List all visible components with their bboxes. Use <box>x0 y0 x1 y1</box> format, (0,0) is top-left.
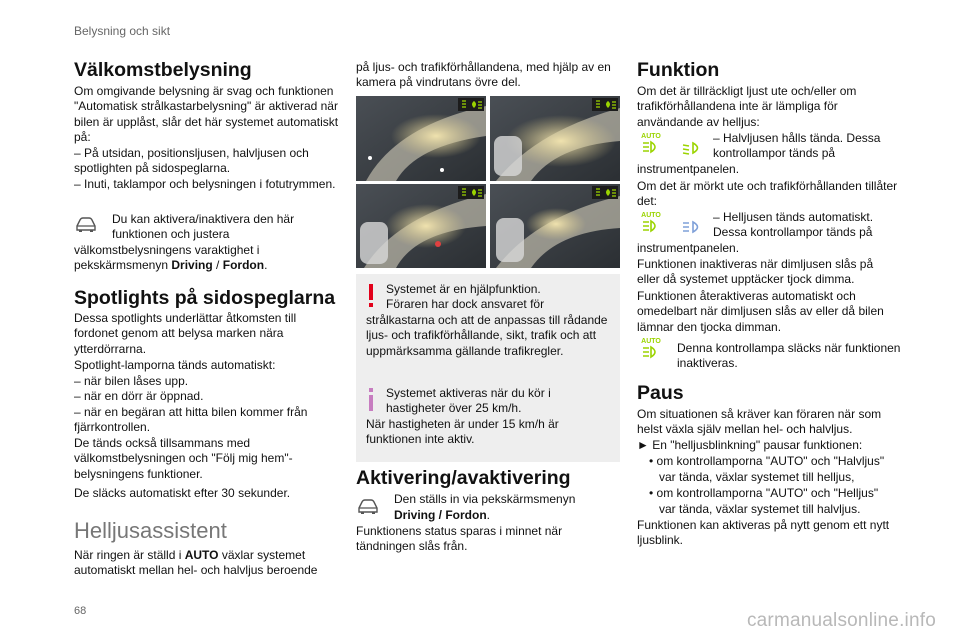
info-line-2: hastigheter över 25 km/h. <box>386 401 522 416</box>
pause-bullet-1b: var tända, växlar systemet till helljus, <box>659 470 855 484</box>
car-settings-icon <box>356 497 380 520</box>
info-line-1: Systemet aktiveras när du kör i <box>386 386 551 400</box>
spot-intro: Dessa spotlights underlättar åtkomsten till fordonet genom att belysa marken nära ytterdörrarna. <box>74 311 297 356</box>
heading-welcome-lighting: Välkomstbelysning <box>74 59 252 81</box>
high-beam-icon <box>681 220 703 239</box>
info-line-3: När hastigheten är under 15 km/h är funktionen inte aktiv. <box>366 417 559 447</box>
assist-intro-cont: på ljus- och trafikförhållandena, med hjälp av en kamera på vindrutans övre del. <box>356 60 611 90</box>
section-header: Belysning och sikt <box>74 24 171 38</box>
high-beam-text-3: instrumentpanelen. <box>637 241 740 255</box>
low-beam-text-3: instrumentpanelen. <box>637 162 740 176</box>
welcome-list-outside: – På utsidan, positionsljusen, halvljusen och spotlighten på sidospeglarna. <box>74 146 309 176</box>
pause-flash: ► En "helljusblinkning" pausar funktionen: <box>637 438 863 452</box>
warning-line-1: Systemet är en hjälpfunktion. <box>386 282 541 296</box>
spot-list-3: – när en begäran att hitta bilen kommer från fjärrkontrollen. <box>74 405 308 435</box>
activation-menu-text: Den ställs in via pekskärmsmenyn <box>394 492 576 506</box>
low-beam-icon <box>681 141 703 160</box>
auto-lamp-icon <box>592 98 618 111</box>
warning-line-3: strålkastarna och att de anpassas till rådande ljus- och trafikförhållande, sikt, trafik och att uppmärksamma gällande trafikregler. <box>366 313 608 358</box>
activation-menu-path: Driving / Fordon. <box>394 508 491 522</box>
high-beam-text-1: – Helljusen tänds automatiskt. <box>713 210 874 224</box>
footer-watermark: carmanualsonline.info <box>746 610 936 631</box>
heading-function: Funktion <box>637 59 720 81</box>
auto-label: AUTO <box>641 212 661 219</box>
spot-also: De tänds också tillsammans med välkomstbelysningen och "Följ mig hem"-belysningens funktioner. <box>74 436 293 481</box>
welcome-list-inside: – Inuti, taklampor och belysningen i fotutrymmen. <box>74 177 336 191</box>
auto-lamp-indicator-icon <box>641 338 661 364</box>
auto-lamp-indicator-icon <box>641 212 661 238</box>
welcome-intro: Om omgivande belysning är svag och funktionen "Automatisk strålkastarbelysning" är aktiverad när bilen är upplåst, slår det här systemet automatiskt på: <box>74 84 339 144</box>
heading-high-beam-assist: Helljusassistent <box>74 518 227 543</box>
pause-bullet-1a: • om kontrollamporna "AUTO" och "Halvljus" <box>649 454 885 468</box>
info-note <box>356 378 620 462</box>
activation-memory: Funktionens status sparas i minnet när tändningen slås från. <box>356 524 563 554</box>
warning-exclamation-icon <box>366 284 378 313</box>
low-beam-text-1: – Halvljusen hålls tända. Dessa <box>713 131 881 145</box>
car-settings-icon <box>74 215 98 238</box>
spot-auto: Spotlight-lamporna tänds automatiskt: <box>74 358 276 372</box>
function-dark: Om det är mörkt ute och trafikförhållanden tillåter det: <box>637 179 898 209</box>
auto-label: AUTO <box>641 133 661 140</box>
spot-off: De släcks automatiskt efter 30 sekunder. <box>74 486 291 500</box>
warning-note <box>356 274 620 386</box>
page-number: 68 <box>74 605 87 617</box>
pause-bullet-2b: var tända, växlar systemet till halvljus. <box>659 502 861 516</box>
assist-intro: När ringen är ställd i AUTO växlar systemet automatiskt mellan hel- och halvljus beroende <box>74 548 318 578</box>
auto-lamp-icon <box>458 98 484 111</box>
function-intro: Om det är tillräckligt ljust ute och/eller om trafikförhållandena inte är lämpliga för användande av helljus: <box>637 84 857 129</box>
heading-activation: Aktivering/avaktivering <box>356 467 571 489</box>
pause-intro: Om situationen så kräver kan föraren när som helst växla själv mellan hel- och halvljus. <box>637 407 882 437</box>
pause-bullet-2a: • om kontrollamporna "AUTO" och "Helljus" <box>649 486 879 500</box>
warning-line-2: Föraren har dock ansvaret för <box>386 297 545 312</box>
spot-list-2: – när en dörr är öppnad. <box>74 389 204 403</box>
info-icon <box>366 388 378 417</box>
auto-off-text-2: inaktiveras. <box>677 356 738 370</box>
welcome-settings-text: Du kan aktivera/inaktivera den här funktionen och justera <box>112 212 295 242</box>
auto-lamp-icon <box>458 186 484 199</box>
heading-pause: Paus <box>637 382 684 404</box>
welcome-settings-menu: välkomstbelysningens varaktighet i pekskärmsmenyn Driving / Fordon. <box>74 243 268 273</box>
function-fog-on: Funktionen återaktiveras automatiskt och omedelbart när dimljusen slås av eller då bilen lämnar den tjocka dimman. <box>637 289 884 334</box>
spot-list-1: – när bilen låses upp. <box>74 374 189 388</box>
heading-mirror-spotlights: Spotlights på sidospeglarna <box>74 287 336 309</box>
function-fog-off: Funktionen inaktiveras när dimljusen slås på eller då systemet upptäcker tjock dimma. <box>637 257 874 287</box>
auto-lamp-icon <box>592 186 618 199</box>
pause-reactivate: Funktionen kan aktiveras på nytt genom ett nytt ljusblink. <box>637 518 890 548</box>
auto-off-text-1: Denna kontrollampa släcks när funktionen <box>677 341 901 355</box>
high-beam-text-2: Dessa kontrollampor tänds på <box>713 225 873 239</box>
auto-label: AUTO <box>641 338 661 345</box>
auto-lamp-indicator-icon <box>641 133 661 159</box>
low-beam-text-2: kontrollampor tänds på <box>713 146 836 160</box>
high-beam-illustration <box>356 96 620 268</box>
